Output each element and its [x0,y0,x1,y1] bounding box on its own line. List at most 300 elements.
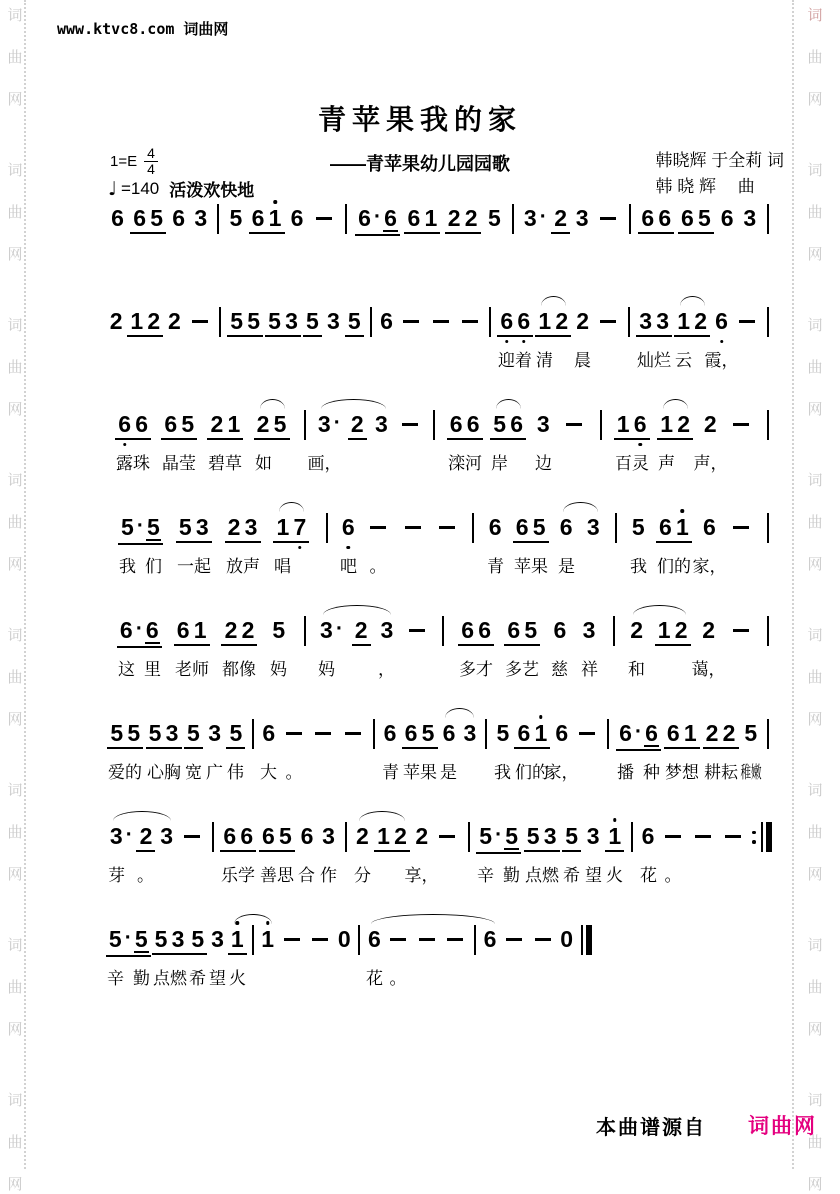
beam-group [355,206,400,236]
measure [473,824,628,854]
beam-group [605,824,624,852]
lyric-syllable: 晶 [162,454,179,473]
barline [219,307,221,337]
beam-group [165,309,184,333]
note-digit: 3 [109,823,123,849]
note-digit: 3 [463,720,477,746]
note-digit: 5 [186,720,200,746]
note-digit: 5 [229,720,243,746]
measure [309,412,430,440]
note-digit: 2 [464,205,478,231]
octave-dot-below [505,340,509,344]
notes-row [104,927,592,957]
notes-row [104,309,772,337]
notes-row [104,412,772,440]
note-digit: 6 [645,720,658,746]
site-watermark-link[interactable]: www.ktvc8.com 词曲网 [57,20,229,38]
duration-dash [286,732,302,735]
lyric-syllable: 家， [692,557,727,576]
beam-group [535,309,571,337]
lyric-syllable: 碧 [208,454,225,473]
octave-dot-above [273,200,277,204]
watermark-char: 词 [807,627,823,644]
beam-group [152,927,188,955]
lyric-syllable: 声 [243,557,260,576]
lyric-syllable: 声 [658,454,675,473]
lyric-syllable: 祥 [581,660,598,679]
note-digit: 6 [641,823,655,849]
watermark-char: 网 [7,91,23,108]
duration-dash [733,423,749,426]
watermark-char: 网 [807,1176,823,1193]
beam-group [381,721,400,745]
note-digit: 3 [536,411,550,437]
score-line [104,515,772,618]
duration-dash [316,217,332,220]
measure [104,412,301,440]
duration-dash [725,835,741,838]
note-digit: 6 [442,720,456,746]
lyric-syllable: 望 [585,866,602,885]
beam-group [560,412,588,426]
duration-dash [184,835,200,838]
lyric-syllable: 和 [628,660,645,679]
note-digit: 2 [415,823,429,849]
watermark-char: 词 [7,1092,23,1109]
note-digit: 1 [260,927,275,951]
barline [629,204,631,234]
note-digit: 5 [229,205,243,231]
note-digit: 6 [117,412,132,436]
note-digit: 6 [720,205,734,231]
note-digit: 2 [109,308,123,334]
score-line [104,824,772,927]
beam-group [481,927,500,951]
lyric-syllable: 勤 [133,969,150,988]
barline [468,822,470,852]
composer-credit: 韩 晓 辉 曲 [655,177,755,196]
beam-group [130,206,166,234]
note-digit: 5 [154,926,168,952]
note-digit: 6 [384,205,397,231]
lyric-syllable: 果 [420,763,437,782]
octave-dot-above [539,715,543,719]
beam-group [616,721,661,751]
beam-group [136,824,155,852]
beam-group [403,618,431,632]
measure [217,824,342,852]
augmentation-dot: · [124,926,132,949]
lyric-syllable: 花 [640,866,657,885]
beam-group [191,206,210,230]
lyric-syllable: 合 [298,866,315,885]
beam-group [458,618,494,646]
lyric-syllable: 这 [118,660,135,679]
beam-group [594,309,622,323]
note-digit: 6 [172,205,186,231]
lyric-syllable: 勤 [503,866,520,885]
beam-group [265,309,301,337]
note-digit: 3 [582,617,596,643]
note-digit: 5 [146,514,160,540]
watermark-char: 网 [807,711,823,728]
lyric-syllable: 蔼， [691,660,726,679]
note-digit: 6 [145,617,159,643]
duration-dash [733,629,749,632]
lyric-syllable: 边 [535,454,552,473]
lyric-syllable: 霞， [704,351,739,370]
beam-group [441,927,469,941]
lyric-syllable: 分 [354,866,371,885]
repeat-dots [752,831,756,844]
barline [767,616,769,646]
note-digit: 6 [666,720,680,746]
note-digit: 6 [449,411,463,437]
note-digit: 6 [133,205,147,231]
beam-group [740,206,759,230]
augmentation-dot: · [335,617,343,640]
note-digit: 6 [251,205,265,231]
key-signature: 1=E [110,153,138,170]
beam-group [460,721,479,745]
watermark-char: 曲 [7,979,23,996]
watermark-char: 词 [7,162,23,179]
note-digit: 5 [488,205,501,231]
lyric-syllable: 们 [515,763,532,782]
beam-group [324,309,343,333]
lyric-syllable: 放 [226,557,243,576]
watermark-char: 网 [807,866,823,883]
beam-group [345,309,364,337]
lyric-syllable: 梦 [665,763,682,782]
watermark-char: 词 [7,782,23,799]
watermark-char: 词 [807,1092,823,1109]
note-digit: 5 [191,926,205,952]
note-digit: 5 [631,514,645,540]
note-digit: 2 [394,823,407,849]
beam-group [106,927,151,957]
note-digit: 7 [292,515,307,539]
beam-group [529,927,557,941]
lyric-syllable: 声， [693,454,728,473]
note-digit: 6 [633,412,648,436]
note-digit: 5 [421,720,435,746]
watermark-char: 曲 [807,359,823,376]
tempo-value: =140 [120,178,160,198]
barline [373,719,375,749]
note-digit: 6 [466,411,480,437]
augmentation-dot: · [135,617,143,640]
lyric-syllable: 画， [307,454,342,473]
note-digit: 2 [139,823,153,849]
note-digit: 6 [135,411,149,437]
lyric-syllable: 吧 [340,557,357,576]
duration-dash [733,526,749,529]
beam-group [353,824,372,848]
beam-group [227,309,263,337]
beam-group [208,927,227,951]
measure [494,309,625,337]
beam-group [614,412,650,440]
beam-group [319,824,338,848]
barline [631,822,633,852]
note-digit: 6 [262,720,276,746]
lyric-syllable: 们 [145,557,162,576]
lyric-syllable: 妈 [318,660,335,679]
note-digit: 6 [559,514,573,540]
beam-group [288,206,307,230]
lyric-syllable: 。 [664,866,682,885]
barline [767,513,769,543]
lyric-syllable: 苹 [403,763,420,782]
watermark-char: 词 [807,937,823,954]
note-digit: 6 [555,720,569,746]
duration-dash [439,526,455,529]
beam-group [580,618,599,642]
measure [477,515,612,543]
barline [767,719,769,749]
beam-group [433,824,461,838]
measure [438,412,597,440]
lyric-syllable: 一 [177,557,194,576]
lyric-syllable: 如 [255,454,272,473]
note-digit: 6 [515,514,529,540]
duration-dash [739,320,755,323]
score-line [104,927,592,1030]
beam-group [108,206,127,230]
beam-group [205,721,224,745]
beam-group [445,206,481,234]
duration-dash [409,629,425,632]
note-digit: 5 [347,308,361,334]
barline [615,513,617,543]
note-digit: 2 [554,205,568,231]
note-digit: 3 [586,823,600,849]
watermark-char: 曲 [7,1134,23,1151]
note-digit: 6 [261,823,275,849]
footer-brand-link[interactable]: 词曲网 [748,1115,817,1138]
octave-dot-below [522,340,526,344]
lyric-syllable: 烂 [654,351,671,370]
measure [104,309,216,337]
note-digit: 1 [193,617,207,643]
beam-group [521,206,549,230]
note-digit: 5 [181,411,195,437]
beam-group [374,824,410,852]
beam-group [384,927,412,941]
note-digit: 5 [505,823,518,849]
note-digit: 3 [211,926,224,952]
note-digit: 6 [380,308,393,334]
note-digit: 1 [675,515,690,539]
duration-dash [284,938,300,941]
watermark-char: 曲 [7,824,23,841]
note-digit: 1 [616,411,630,437]
duration-dash [600,217,616,220]
beam-group [254,412,290,440]
beam-group [557,515,576,539]
lyric-syllable: 点 [153,969,170,988]
note-digit: 5 [744,720,758,746]
lyric-syllable: 大 [260,763,277,782]
barline [767,410,769,440]
lyric-syllable: 都 [222,660,239,679]
watermark-char: 网 [807,1021,823,1038]
octave-dot-below [638,443,642,447]
measure [633,309,764,337]
expression-text: 活泼欢快地 [169,181,255,200]
beam-group [727,412,755,426]
note-digit: 2 [355,823,369,849]
note-digit: 2 [224,617,238,643]
beam-group [273,515,309,543]
beam-group [636,309,672,337]
key-time-signature [110,146,158,177]
note-digit: 2 [147,308,161,334]
note-digit: 2 [694,308,707,334]
time-signature-numerator: 4 [144,146,158,162]
lyric-syllable: 我 [494,763,511,782]
watermark-char: 曲 [7,49,23,66]
note-digit: 1 [660,411,674,437]
duration-dash [665,835,681,838]
beam-group [639,824,658,848]
lyrics-row [104,964,592,988]
note-digit: 2 [210,411,224,437]
watermark-char: 曲 [807,979,823,996]
beam-group [377,618,396,642]
barline-thin [761,822,763,852]
barline [326,513,328,543]
repeat-end-sign [752,822,772,852]
beam-group [315,412,343,436]
lyric-syllable: 辛 [107,969,124,988]
duration-dash [390,938,406,941]
beam-group [689,824,717,838]
note-digit: 6 [164,411,178,437]
octave-dot-above [681,509,685,513]
augmentation-dot: · [333,411,341,434]
lyric-syllable: 我 [119,557,136,576]
octave-dot-below [123,443,127,447]
note-digit: 6 [478,617,492,643]
lyric-syllable: 火 [229,969,246,988]
note-digit: 6 [714,309,729,333]
notes-row [104,206,772,236]
note-digit: 2 [576,308,590,334]
measure [331,515,468,539]
duration-dash [695,835,711,838]
watermark-char: 网 [7,246,23,263]
watermark-char: 曲 [7,204,23,221]
note-digit: 1 [538,308,552,334]
lyric-syllable: 清 [536,351,553,370]
beam-group [258,927,277,951]
lyric-syllable: 唱 [274,557,291,576]
beam-group [584,515,603,539]
measure [104,824,209,852]
beam-group [176,515,212,543]
lyric-syllable: 乐 [221,866,238,885]
slur-arc [279,502,304,512]
barline [489,307,491,337]
measure [363,927,471,951]
beam-group [413,927,441,941]
note-digit: 5 [493,411,507,437]
lyric-syllable: 。 [369,557,387,576]
note-digit: 6 [510,411,524,437]
note-digit: 5 [247,308,261,334]
beam-group [659,824,687,838]
score-line [104,618,772,721]
beam-group [107,824,135,848]
augmentation-dot: · [125,823,133,846]
measure [104,721,249,749]
note-digit: 5 [496,720,510,746]
lyric-syllable: 花 [366,969,383,988]
beam-group [594,206,622,220]
beam-group [638,206,674,234]
beam-group [573,206,592,230]
watermark-char: 词 [7,627,23,644]
slur-arc [541,296,566,306]
beam-group [456,309,484,323]
note-digit: 6 [176,617,190,643]
barline [474,925,476,955]
lyric-syllable: 果 [531,557,548,576]
note-digit: 6 [240,823,254,849]
measure [479,927,578,951]
watermark-char: 曲 [807,1134,823,1151]
note-digit: 6 [703,514,716,540]
beam-group [228,927,247,955]
lyric-syllable: 莹 [179,454,196,473]
note-digit: 5 [532,514,546,540]
barline [485,719,487,749]
note-digit: 6 [488,514,502,540]
note-digit: 5 [127,720,141,746]
note-digit: 3 [575,205,589,231]
lyric-syllable: 种 [643,763,660,782]
beam-group [339,721,367,735]
lyric-syllable: 慈 [551,660,568,679]
duration-dash [535,938,551,941]
beam-group [655,618,691,646]
barline [607,719,609,749]
slur-arc [680,296,705,306]
watermark-char: 网 [7,401,23,418]
duration-dash [433,320,449,323]
lyric-syllable: 胸 [164,763,181,782]
barline [512,204,514,234]
note-digit: 6 [290,205,304,231]
note-digit: 1 [533,721,548,745]
note-digit: 6 [111,205,124,231]
watermark-char: 曲 [807,49,823,66]
beam-group [552,721,571,745]
lyric-syllable: 播 [617,763,634,782]
note-digit: 3 [194,205,208,231]
measure [378,721,483,749]
beam-group [513,515,549,543]
lyrics-row [104,346,772,370]
barline-thick [766,822,772,852]
watermark-char: 网 [807,556,823,573]
measure [490,721,604,749]
note-digit: 5 [565,823,579,849]
measure [618,618,764,646]
notes-row [104,618,772,648]
